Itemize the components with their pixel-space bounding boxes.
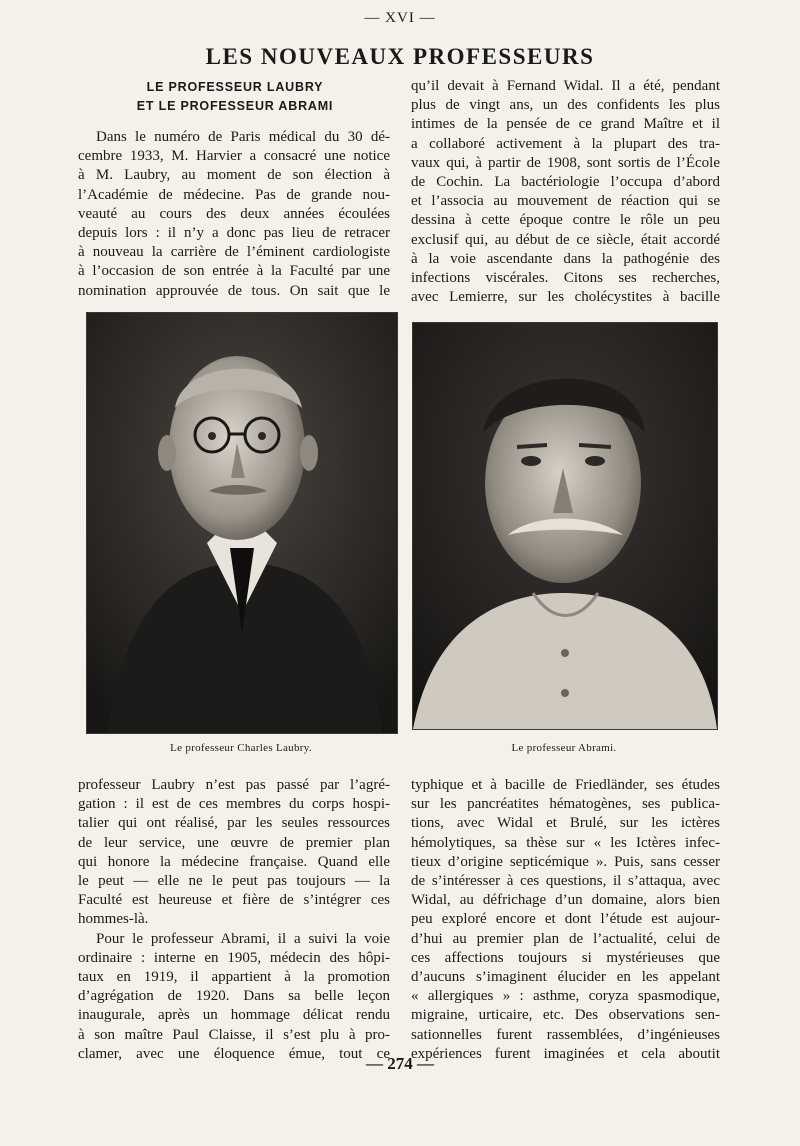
text-line: veauté au cours des deux années écoulées [78,205,390,222]
text-line: a collaboré activement à la plupart des tra- [411,135,720,152]
text-line: taux en 1919, il appartient à la promotion [78,969,390,986]
text-line: de leur service, une œuvre de premier plan [78,834,390,851]
text-line: ordinaire : interne en 1905, médecin des hôpi- [78,949,390,966]
text-line: intimes de la pensée de ce grand Maître et il [411,116,720,133]
text-column-top-left [78,128,390,301]
text-line: Dans le numéro de Paris médical du 30 dé- [96,129,390,145]
portrait-abrami-photo [412,322,718,730]
caption-abrami: Le professeur Abrami. [511,742,617,754]
text-column-top-right [411,77,720,307]
text-line: sur les pancréatites hématogènes, ses publica- [411,796,720,813]
text-line: nomination approuvée de tous. On sait que le [78,282,390,299]
caption-laubry: Le professeur Charles Laubry. [170,742,312,754]
text-line: de s’intéresser à ces questions, il s’attaqua, avec [411,873,720,890]
text-line: de Cochin. La bactériologie l’occupa d’abord [411,174,720,191]
text-line: à son maître Paul Claisse, il s’est plu à pro- [78,1026,390,1043]
text-line: gation : il est de ces membres du corps hospi- [78,796,390,813]
text-line: depuis lors : il n’y a donc pas lieu de retracer [78,225,390,242]
text-line: à la voie ascendante dans la pathogénie des [411,250,720,267]
text-line: et l’associa au mouvement de réaction qui se [411,193,720,210]
text-line: migraine, urticaire, etc. Des observations sen- [411,1007,720,1024]
text-line: d’aucuns s’imaginent élucider en les appelant [411,969,720,986]
text-line: qu’il devait à Fernand Widal. Il a été, pendant [411,78,720,94]
text-line: vaux qui, à partir de 1908, sont sortis de l’École [411,154,720,171]
text-line: d’agrégation de 1920. Dans sa belle leçon [78,988,390,1005]
article-subhead-line-1: LE PROFESSEUR LAUBRY [146,80,324,94]
text-line: le peut — elle ne le peut pas toujours — la [78,873,390,890]
text-line: professeur Laubry n’est pas passé par l’agré- [78,777,390,793]
text-line: à nouveau la carrière de l’éminent cardiologiste [78,244,390,261]
text-line: Faculté est heureuse et fière de s’intégrer ces [78,892,390,909]
text-line: cembre 1933, M. Harvier a consacré une notice [78,148,390,165]
text-line: plus de vingt ans, un des confidents les plus [411,97,720,114]
text-line: Widal, au défrichage d’un domaine, alors bien [411,892,720,909]
text-line: hommes-là. [78,911,149,928]
text-line: expériences furent imaginées et cela aboutit [411,1045,720,1062]
text-line: l’Académie de médecine. Pas de grande nou- [78,186,390,203]
text-line: peu exploré encore et dont l’étude est aujour- [411,911,720,928]
text-line: tieux d’origine septicémique ». Puis, sans cesser [411,853,720,870]
text-line: d’hui au premier plan de l’actualité, celui de [411,930,720,947]
text-line: infections viscérales. Citons ses recherches, [411,270,720,287]
text-line: hémolytiques, sa thèse sur « les Ictères infec- [411,834,720,851]
page-title: LES NOUVEAUX PROFESSEURS [205,44,595,69]
text-line: typhique et à bacille de Friedländer, ses études [411,777,720,793]
text-line: tions, avec Widal et Brulé, sur les ictères [411,815,720,832]
text-line: qui honore la médecine française. Quand elle [78,853,390,870]
text-line: « allergiques » : asthme, coryza spasmodique, [411,988,720,1005]
text-line: sationnelles furent rassemblées, d’ingénieuses [411,1026,720,1043]
text-line: ces affections toujours si mystérieuses que [411,949,720,966]
text-line: talier qui ont réalisé, par les seules ressources [78,815,390,832]
text-line: inaugurale, après un hommage délicat rendu [78,1007,390,1024]
portrait-laubry-photo [86,312,398,734]
text-line: Pour le professeur Abrami, il a suivi la voie [96,930,390,947]
folio: — XVI — [364,10,436,26]
article-subhead-line-2: ET LE PROFESSEUR ABRAMI [136,99,334,113]
text-column-bottom-right [411,776,720,1064]
text-line: dessina à cette époque contre le rôle un peu [411,212,720,229]
text-line: avec Lemierre, sur les cholécystites à bacille [411,289,720,306]
text-line: clamer, avec une éloquence émue, tout ce [78,1045,390,1062]
text-line: exclusif qui, au début de ce siècle, était accordé [411,231,720,248]
text-line: à M. Laubry, au moment de son élection à [78,167,390,184]
page-number: — 274 — [366,1054,434,1073]
text-line: à l’occasion de son entrée à la Faculté par une [78,263,390,280]
text-column-bottom-left [78,776,390,1064]
